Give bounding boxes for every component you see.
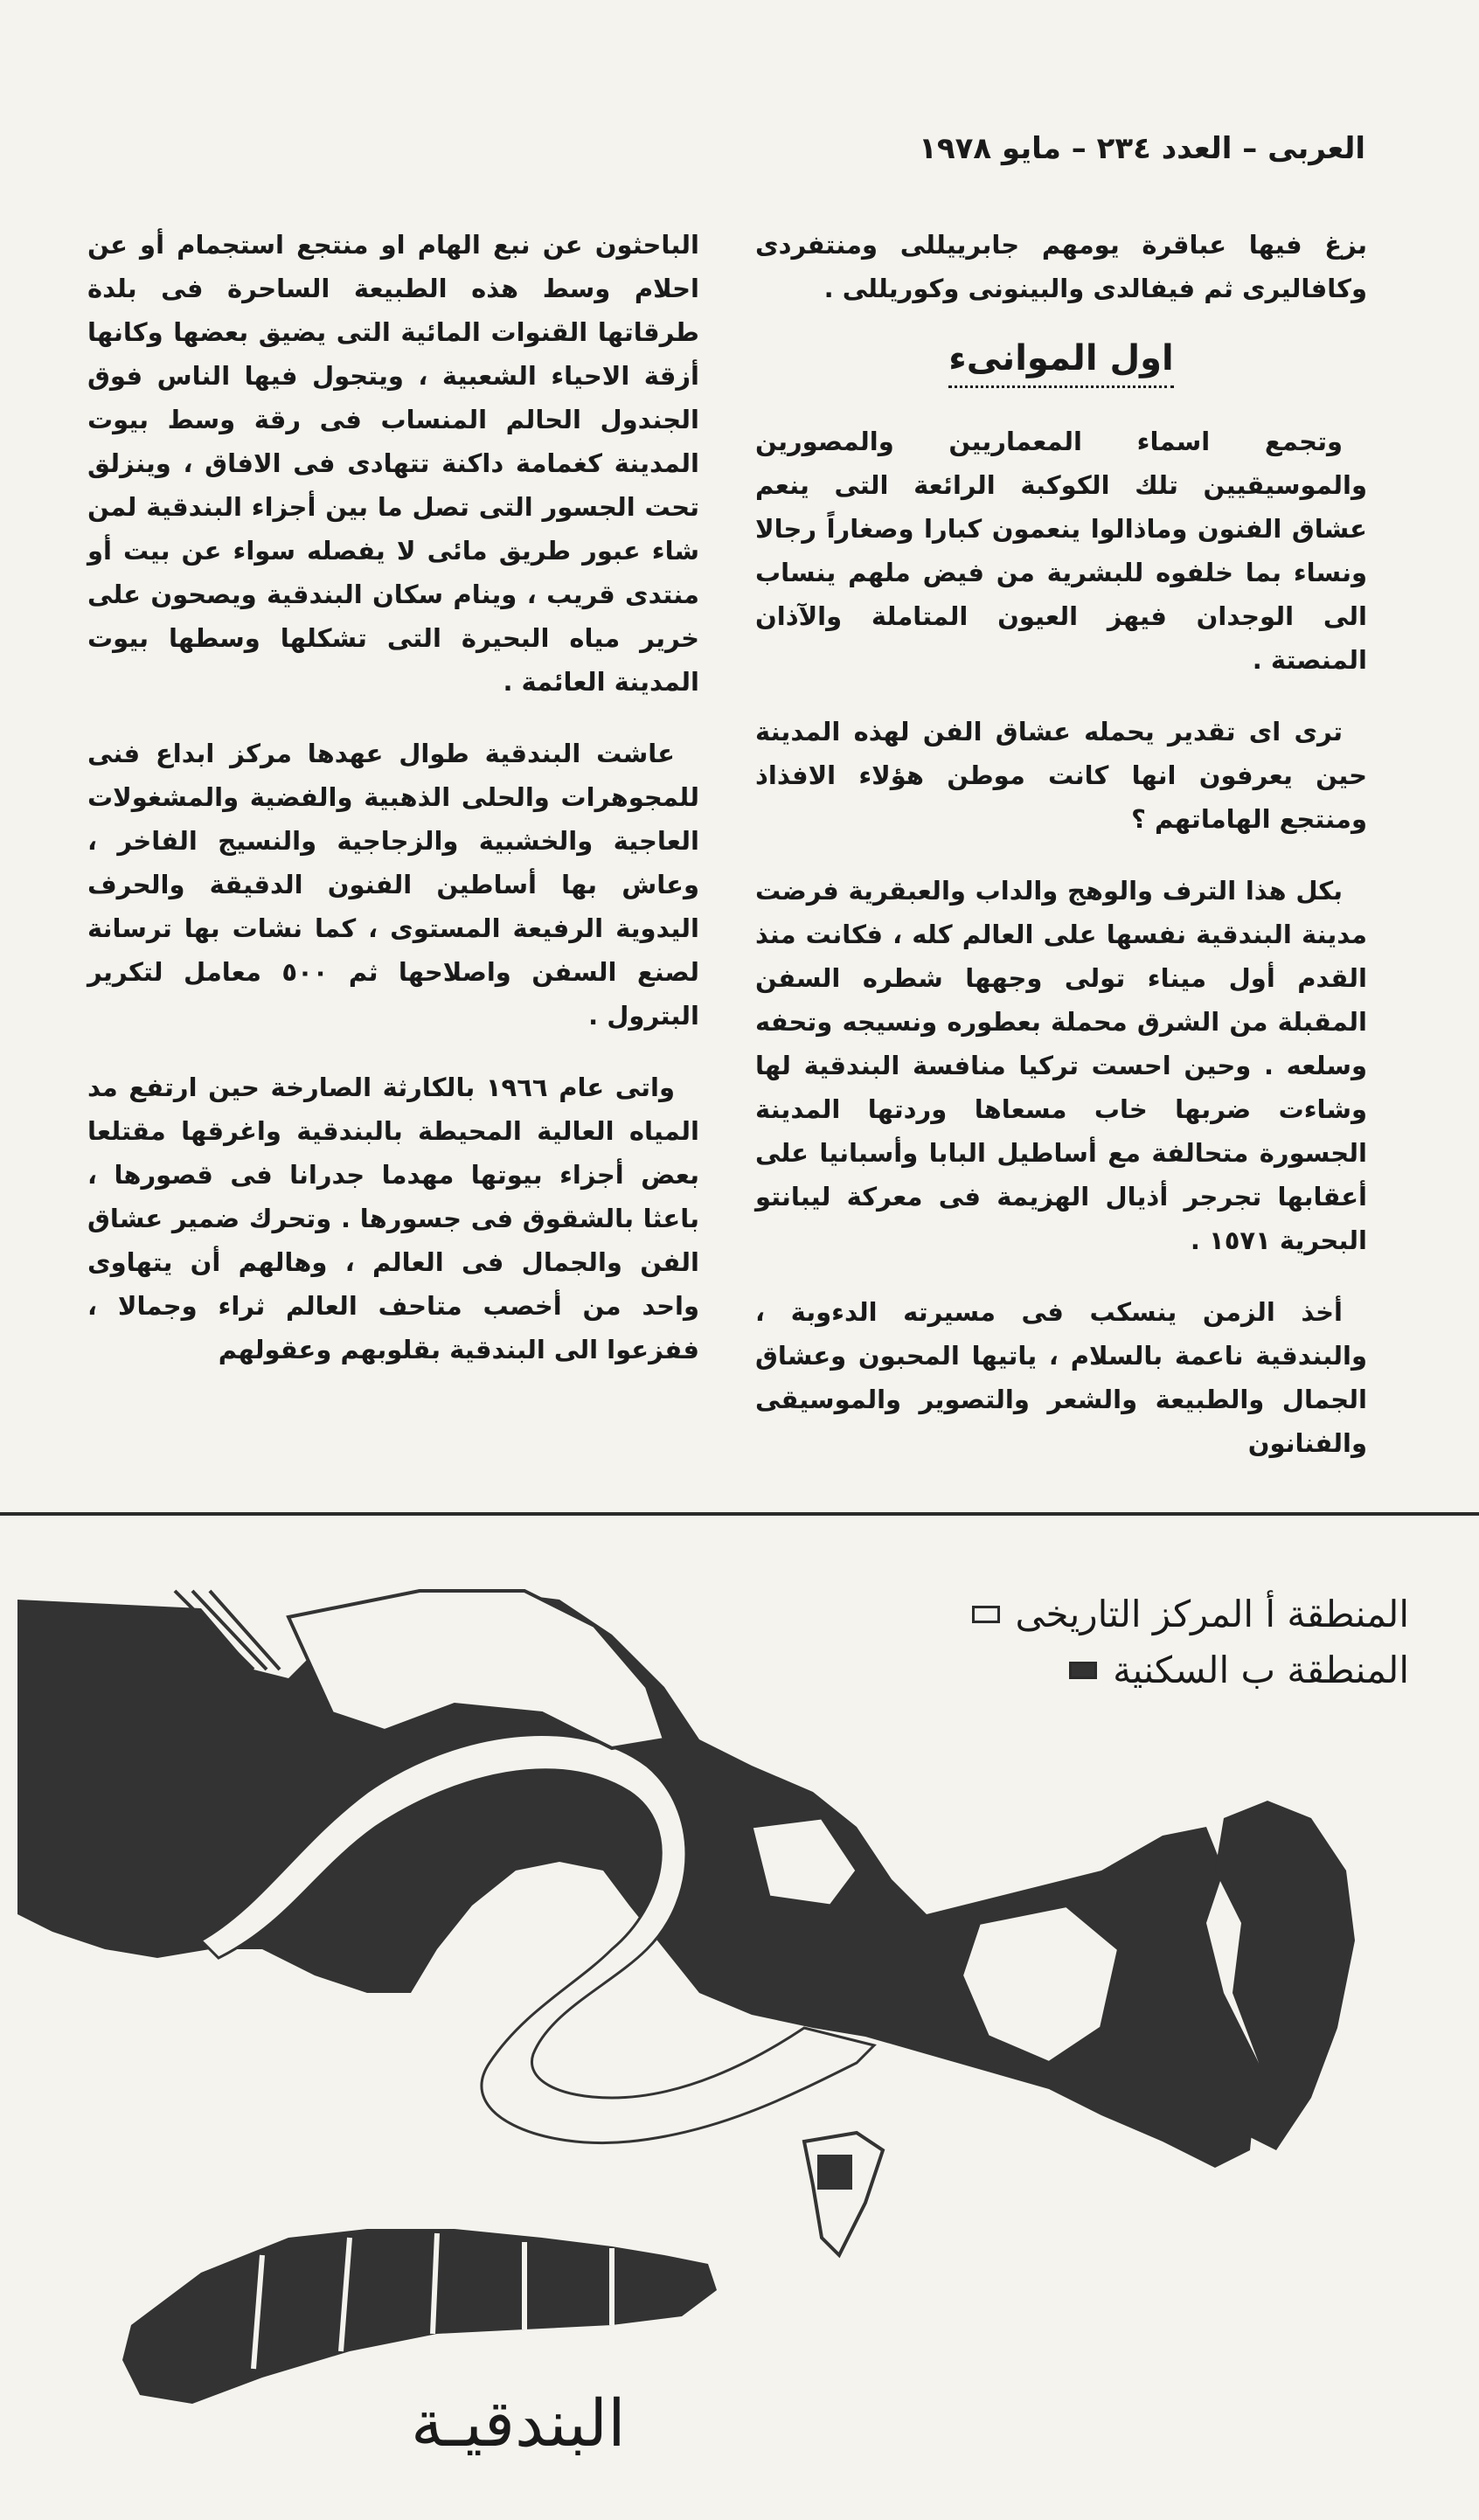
section-divider bbox=[0, 1512, 1479, 1516]
zone-b-giudecca bbox=[122, 2229, 717, 2404]
legend-item-zone-b bbox=[972, 1642, 1409, 1698]
subheading-text: اول الموانىء bbox=[948, 337, 1173, 388]
paragraph: الباحثون عن نبع الهام او منتجع استجمام أو عن احلام وسط هذه الطبيعة الساحرة فى بلدة طرقاتها القنوات المائية التى يضيق بعضها وكانها أزقة الاحياء الشعبية ، ويتجول فيها الناس فوق الجندول الحالم المنساب فى رقة وسط بيوت المدينة كغمامة داكنة تتهادى فى الافاق ، وينزلق تحت الجسور التى تصل ما بين أجزاء البندقية لمن شاء عبور طريق مائى لا يفصله سواء عن بيت أو منتدى قريب ، وينام سكان البندقية ويصحون على خرير مياه البحيرة التى تشكلها وسطها بيوت المدينة العائمة . bbox=[87, 230, 699, 697]
subheading bbox=[755, 337, 1367, 388]
left-column bbox=[87, 223, 699, 1399]
right-column bbox=[755, 223, 1367, 1493]
paragraph: عاشت البندقية طوال عهدها مركز ابداع فنى للمجوهرات والحلى الذهبية والفضية والمشغولات العاجية والخشبية والزجاجية والنسيج الفاخر ، وعاش بها أساطين الفنون الدقيقة والحرف اليدوية الرفيعة المستوى ، كما نشات بها ترسانة لصنع السفن واصلاحها ثم ٥٠٠ معامل لتكرير البترول . bbox=[87, 739, 699, 1031]
legend-item-zone-a bbox=[972, 1586, 1409, 1642]
legend-text: المنطقة أ المركز التاريخى bbox=[1015, 1593, 1409, 1635]
island-block bbox=[817, 2155, 852, 2190]
paragraph: أخذ الزمن ينسكب فى مسيرته الدءوبة ، والبندقية ناعمة بالسلام ، ياتيها المحبون وعشاق الجمال والطبيعة والشعر والتصوير والموسيقى والفنانون bbox=[755, 1297, 1367, 1458]
filled-square-icon bbox=[1069, 1662, 1097, 1679]
paragraph: واتى عام ١٩٦٦ بالكارثة الصارخة حين ارتفع مد المياه العالية المحيطة بالبندقية واغرقها مقتلعا بعض أجزاء بيوتها مهدما جدرانا فى قصورها ، باعثا بالشقوق فى جسورها . وتحرك ضمير عشاق الفن والجمال فى العالم ، وهالهم أن يتهاوى واحد من أخصب متاحف العالم ثراء وجمالا ، ففزعوا الى البندقية بقلوبهم وعقولهم bbox=[87, 1073, 699, 1364]
legend-text: المنطقة ب السكنية bbox=[1113, 1649, 1409, 1691]
paragraph: وتجمع اسماء المعماريين والمصورين والموسيقيين تلك الكوكبة الرائعة التى ينعم عشاق الفنون وماذالوا ينعمون كبارا وصغاراً رجالا ونساء بما خلفوه للبشرية من فيض ملهم ينساب الى الوجدان فيهز العيون المتاملة والآذان المنصتة . bbox=[755, 427, 1367, 675]
paragraph: ترى اى تقدير يحمله عشاق الفن لهذه المدينة حين يعرفون انها كانت موطن هؤلاء الافذاذ ومنتجع الهاماتهم ؟ bbox=[755, 717, 1367, 834]
map-title: البندقيـة bbox=[411, 2386, 626, 2461]
empty-square-icon bbox=[972, 1606, 1000, 1623]
paragraph: بكل هذا الترف والوهج والداب والعبقرية فرضت مدينة البندقية نفسها على العالم كله ، فكانت منذ القدم أول ميناء تولى وجهها شطره السفن المقبلة من الشرق محملة بعطوره ونسيجه وتحفه وسلعه . وحين احست تركيا منافسة البندقية لها وشاءت ضربها خاب مسعاها وردتها المدينة الجسورة متحالفة مع أساطيل البابا وأسبانيا على أعقابها تجرجر أذيال الهزيمة فى معركة ليبانتو البحرية ١٥٧١ . bbox=[755, 876, 1367, 1255]
running-head: العربى – العدد ٢٣٤ – مايو ١٩٧٨ bbox=[919, 131, 1365, 166]
map-legend bbox=[972, 1586, 1409, 1698]
island-san-giorgio bbox=[804, 2133, 883, 2255]
paragraph: بزغ فيها عباقرة يومهم جابرييللى ومنتفردى وكافاليرى ثم فيفالدى والبينونى وكوريللى . bbox=[755, 230, 1367, 303]
